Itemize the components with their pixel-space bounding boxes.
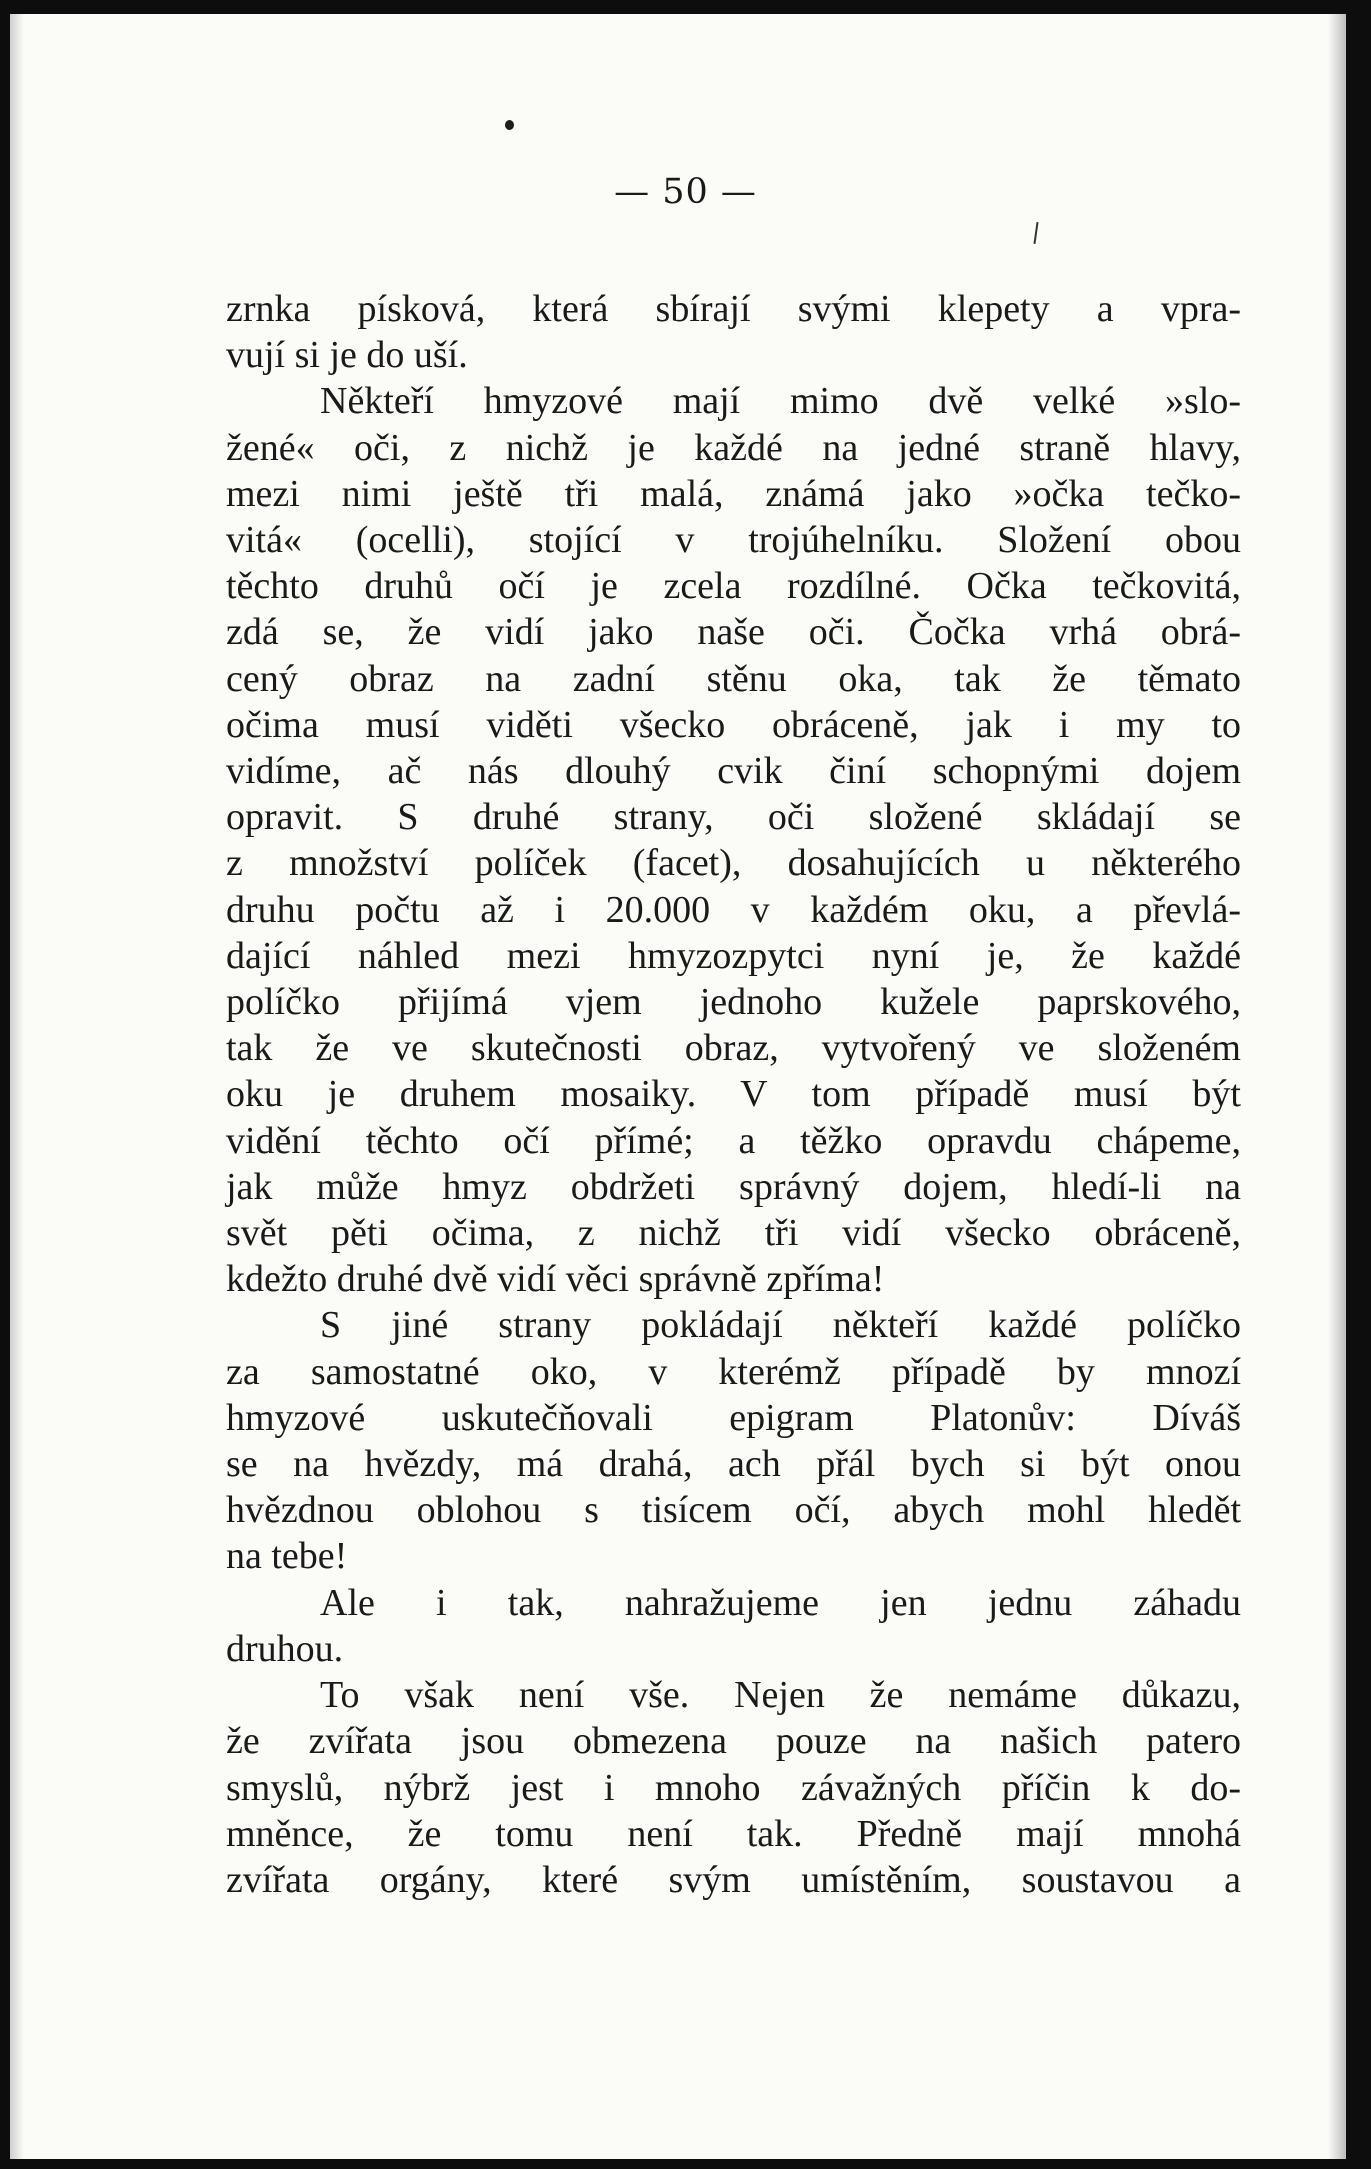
text-line: druhou. [226, 1627, 344, 1670]
text-line: druhu počtu až i 20.000 v každém oku, a převlá- [226, 888, 1241, 931]
body-text [226, 286, 1241, 1903]
text-line: kdežto druhé dvě vidí věci správně zpříma! [226, 1258, 885, 1301]
text-line: jak může hmyz obdržeti správný dojem, hledí-li na [226, 1165, 1241, 1208]
page-gutter-shadow [10, 14, 24, 2159]
text-line: To však není vše. Nejen že nemáme důkazu, [320, 1674, 1241, 1717]
text-line: vitá« (ocelli), stojící v trojúhelníku. Složení obou [226, 519, 1241, 562]
text-line: tak že ve skutečnosti obraz, vytvořený ve složeném [226, 1027, 1241, 1070]
text-line: hmyzové uskutečňovali epigram Platonův: Díváš [226, 1396, 1241, 1439]
text-line: opravit. S druhé strany, oči složené skládají se [226, 796, 1241, 839]
text-line: zdá se, že vidí jako naše oči. Čočka vrhá obrá- [226, 611, 1241, 654]
text-line: vují si je do uší. [226, 334, 468, 377]
book-page [10, 14, 1346, 2159]
text-line: mezi nimi ještě tři malá, známá jako »očka tečko- [226, 472, 1241, 515]
text-line: mněnce, že tomu není tak. Předně mají mnohá [226, 1812, 1241, 1855]
text-line: těchto druhů očí je zcela rozdílné. Očka tečkovitá, [226, 565, 1241, 608]
text-line: na tebe! [226, 1535, 348, 1578]
text-line: zrnka písková, která sbírají svými klepety a vpra- [226, 288, 1241, 330]
text-line: oku je druhem mosaiky. V tom případě musí být [226, 1073, 1241, 1116]
text-line: Ale i tak, nahražujeme jen jednu záhadu [320, 1581, 1241, 1624]
text-line: Někteří hmyzové mají mimo dvě velké »slo- [320, 380, 1241, 423]
ink-mark [1033, 222, 1038, 244]
text-line: smyslů, nýbrž jest i mnoho závažných příčin k do- [226, 1766, 1241, 1809]
text-line: za samostatné oko, v kterémž případě by mnozí [226, 1350, 1241, 1393]
text-line: zvířata orgány, které svým umístěním, soustavou a [226, 1858, 1241, 1901]
text-line: cený obraz na zadní stěnu oka, tak že těmato [226, 657, 1241, 700]
page-number: — 50 — [614, 172, 757, 212]
text-line: dající náhled mezi hmyzozpytci nyní je, že každé [226, 934, 1241, 977]
text-line: hvězdnou oblohou s tisícem očí, abych mohl hledět [226, 1489, 1241, 1532]
text-line: se na hvězdy, má drahá, ach přál bych si být onou [226, 1443, 1241, 1486]
ink-speck [505, 120, 514, 130]
text-line: políčko přijímá vjem jednoho kužele paprskového, [226, 981, 1241, 1024]
text-line: vidíme, ač nás dlouhý cvik činí schopnými dojem [226, 750, 1241, 793]
text-line: vidění těchto očí přímé; a těžko opravdu chápeme, [226, 1119, 1241, 1162]
page-edge-shadow [1328, 14, 1346, 2159]
text-line: z množství políček (facet), dosahujících u některého [226, 842, 1241, 885]
text-line: žené« oči, z nichž je každé na jedné straně hlavy, [226, 426, 1241, 469]
text-line: očima musí viděti všecko obráceně, jak i my to [226, 703, 1241, 746]
text-line: že zvířata jsou obmezena pouze na našich patero [226, 1720, 1241, 1763]
text-line: svět pěti očima, z nichž tři vidí všecko obráceně, [226, 1212, 1241, 1255]
text-line: S jiné strany pokládají někteří každé políčko [320, 1304, 1241, 1347]
